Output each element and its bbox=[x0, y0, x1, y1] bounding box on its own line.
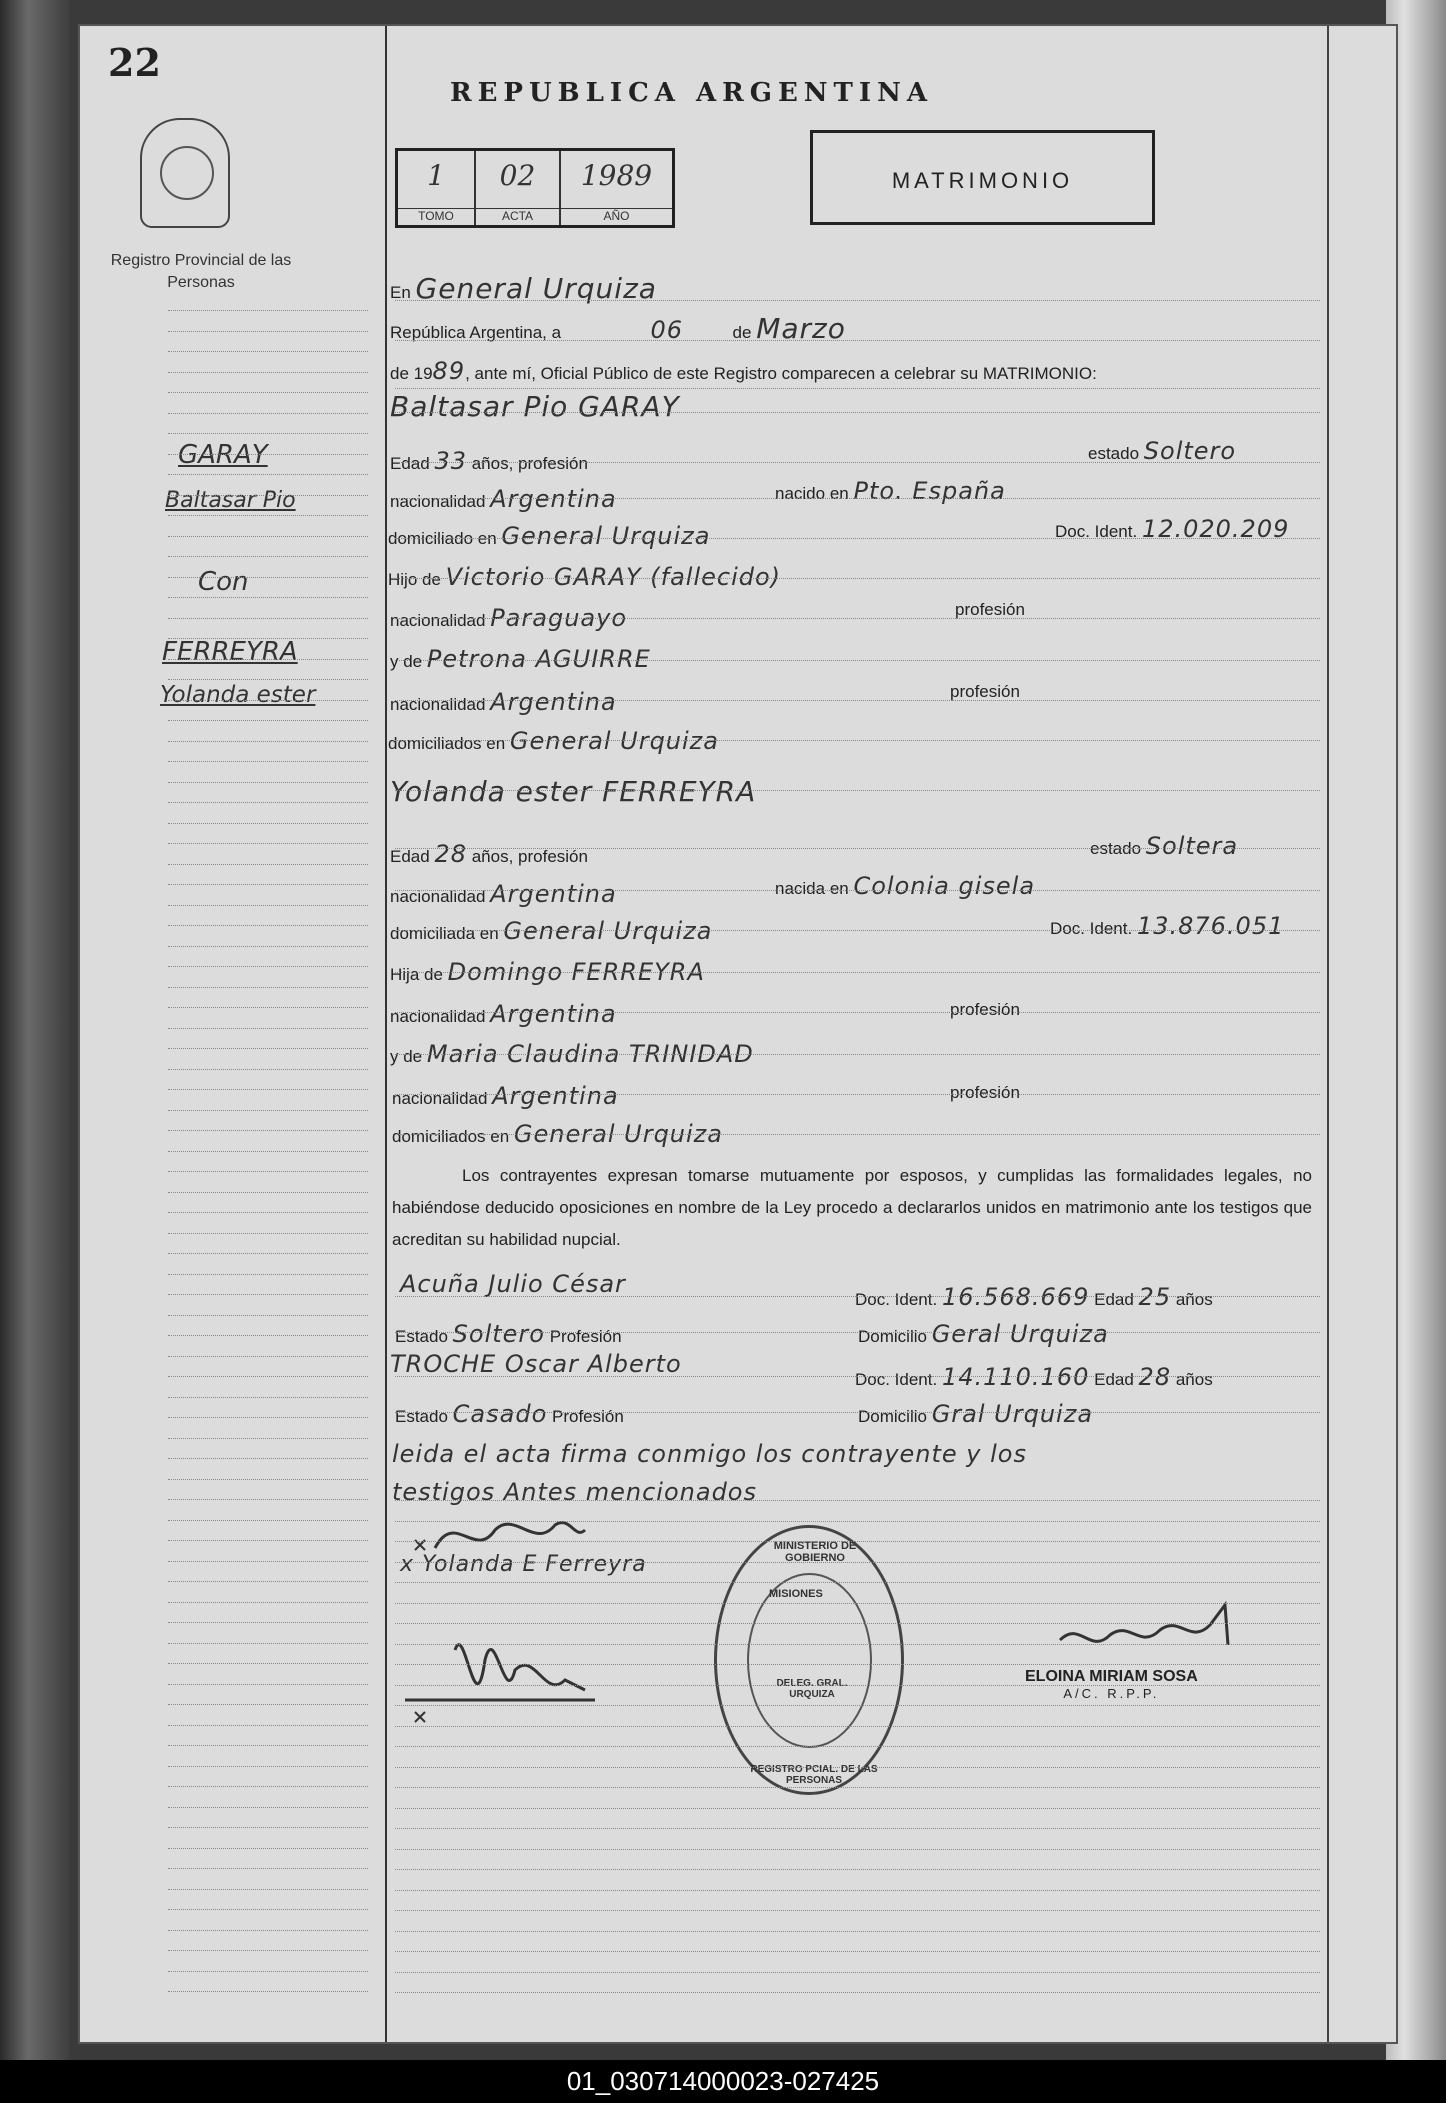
country-header: REPUBLICA ARGENTINA bbox=[450, 78, 934, 108]
row-groom-mother-prof bbox=[950, 682, 1020, 702]
row-groom-nacido bbox=[775, 477, 1006, 505]
form-rule-line bbox=[395, 890, 1320, 891]
form-rule-line bbox=[395, 700, 1320, 701]
province-crest-icon bbox=[140, 118, 230, 228]
day-value: 06 bbox=[650, 316, 684, 344]
margin-rule-line bbox=[168, 1520, 368, 1521]
row-groom-nac bbox=[390, 485, 617, 513]
scan-id-footer: 01_030714000023-027425 bbox=[0, 2060, 1446, 2103]
right-separator bbox=[1327, 26, 1329, 2042]
margin-rule-line bbox=[168, 720, 368, 721]
groom-estado: Soltero bbox=[1143, 437, 1237, 465]
hija-label: Hija de bbox=[390, 965, 443, 984]
main-rule-line bbox=[395, 1787, 1320, 1788]
bride-domicilio: General Urquiza bbox=[503, 917, 713, 945]
main-rule-line bbox=[395, 1828, 1320, 1829]
edad-label: Edad bbox=[390, 454, 430, 473]
margin-rule-line bbox=[168, 351, 368, 352]
de-label: de bbox=[732, 323, 752, 342]
main-rule-line bbox=[395, 1746, 1320, 1747]
main-rule-line bbox=[395, 1500, 1320, 1501]
margin-rule-line bbox=[168, 1868, 368, 1869]
row-bride-nac bbox=[390, 880, 617, 908]
estado-label: Estado bbox=[395, 1327, 448, 1346]
row-witness2-dom bbox=[858, 1400, 1093, 1428]
month-value: Marzo bbox=[756, 312, 846, 345]
groom-age: 33 bbox=[434, 447, 467, 475]
margin-bride-names: Yolanda ester bbox=[160, 682, 316, 708]
margin-groom-surname: GARAY bbox=[178, 440, 268, 470]
main-rule-line bbox=[395, 1726, 1320, 1727]
margin-rule-line bbox=[168, 1315, 368, 1316]
groom-doc: 12.020.209 bbox=[1141, 515, 1290, 543]
margin-rule-line bbox=[168, 392, 368, 393]
margin-rule-line bbox=[168, 1827, 368, 1828]
y-de-label: y de bbox=[390, 1047, 423, 1066]
bride-name: Yolanda ester FERREYRA bbox=[390, 775, 757, 808]
margin-rule-line bbox=[168, 1745, 368, 1746]
official-role: A/C. R.P.P. bbox=[1063, 1686, 1160, 1701]
bride-parents-dom: General Urquiza bbox=[513, 1120, 723, 1148]
anos-label: años bbox=[1175, 1370, 1213, 1389]
margin-rule-line bbox=[168, 1458, 368, 1459]
form-rule-line bbox=[395, 1054, 1320, 1055]
bride-nacida: Colonia gisela bbox=[853, 872, 1036, 900]
margin-rule-line bbox=[168, 1356, 368, 1357]
margin-rule-line bbox=[168, 1007, 368, 1008]
hijo-label: Hijo de bbox=[388, 570, 441, 589]
bride-mother: Maria Claudina TRINIDAD bbox=[426, 1040, 754, 1068]
margin-rule-line bbox=[168, 1130, 368, 1131]
main-rule-line bbox=[395, 1562, 1320, 1563]
row-bride-estado bbox=[1090, 832, 1238, 860]
margin-rule-line bbox=[168, 659, 368, 660]
nacionalidad-label: nacionalidad bbox=[390, 611, 486, 630]
margin-rule-line bbox=[168, 925, 368, 926]
margin-rule-line bbox=[168, 1540, 368, 1541]
doc-label: Doc. Ident. bbox=[1050, 919, 1133, 938]
form-rule-line bbox=[395, 930, 1320, 931]
edad-label: Edad bbox=[1094, 1370, 1134, 1389]
main-rule-line bbox=[395, 1664, 1320, 1665]
witness2-age: 28 bbox=[1138, 1363, 1172, 1391]
doc-label: Doc. Ident. bbox=[855, 1290, 938, 1309]
witness1-name: Acuña Julio César bbox=[400, 1270, 626, 1298]
nacionalidad-label: nacionalidad bbox=[390, 492, 486, 511]
row-witness1-doc bbox=[855, 1283, 1213, 1311]
margin-rule-line bbox=[168, 1704, 368, 1705]
nacido-label: nacido en bbox=[775, 484, 849, 503]
acta-cell bbox=[476, 151, 561, 225]
republica-label: República Argentina, a bbox=[390, 323, 562, 342]
margin-rule-line bbox=[168, 1151, 368, 1152]
margin-con: Con bbox=[198, 567, 249, 597]
edad-label: Edad bbox=[1094, 1290, 1134, 1309]
groom-father: Victorio GARAY (fallecido) bbox=[445, 563, 782, 591]
groom-parents-dom: General Urquiza bbox=[509, 727, 719, 755]
row-bride-dom bbox=[390, 917, 712, 945]
groom-mother-nac: Argentina bbox=[490, 688, 617, 716]
bride-estado: Soltera bbox=[1145, 832, 1239, 860]
margin-rule-line bbox=[168, 1274, 368, 1275]
row-groom-estado bbox=[1088, 437, 1236, 465]
form-rule-line bbox=[395, 498, 1320, 499]
margin-rule-line bbox=[168, 782, 368, 783]
main-rule-line bbox=[395, 1951, 1320, 1952]
margin-rule-line bbox=[168, 1786, 368, 1787]
margin-rule-line bbox=[168, 1643, 368, 1644]
margin-separator bbox=[385, 26, 387, 2042]
form-rule-line bbox=[395, 1332, 1320, 1333]
groom-mother: Petrona AGUIRRE bbox=[426, 645, 651, 673]
row-bride-father-prof bbox=[950, 1000, 1020, 1020]
form-rule-line bbox=[395, 660, 1320, 661]
margin-rule-line bbox=[168, 1335, 368, 1336]
margin-rule-line bbox=[168, 843, 368, 844]
official-stamp-seal bbox=[714, 1525, 904, 1795]
row-year-intro bbox=[390, 357, 1097, 385]
form-rule-line bbox=[395, 340, 1320, 341]
groom-nacido: Pto. España bbox=[853, 477, 1006, 505]
main-rule-line bbox=[395, 1931, 1320, 1932]
margin-groom-names: Baltasar Pio bbox=[165, 488, 296, 513]
profesion-label: profesión bbox=[955, 600, 1025, 619]
form-rule-line bbox=[395, 740, 1320, 741]
margin-rule-line bbox=[168, 433, 368, 434]
margin-rule-line bbox=[168, 1991, 368, 1992]
form-rule-line bbox=[395, 1094, 1320, 1095]
stamp-ministry: MINISTERIO DE GOBIERNO bbox=[773, 1540, 857, 1564]
main-rule-line bbox=[395, 1869, 1320, 1870]
nacionalidad-label: nacionalidad bbox=[392, 1089, 488, 1108]
witness2-doc: 14.110.160 bbox=[941, 1363, 1090, 1391]
anio-cell bbox=[561, 151, 672, 225]
nacionalidad-label: nacionalidad bbox=[390, 887, 486, 906]
bride-father: Domingo FERREYRA bbox=[447, 958, 705, 986]
margin-rule-line bbox=[168, 413, 368, 414]
bride-doc: 13.876.051 bbox=[1136, 912, 1285, 940]
stamp-delegation: DELEG. GRAL. URQUIZA bbox=[776, 1678, 848, 1700]
de19-label: de 19 bbox=[390, 364, 433, 383]
witness1-domicilio: Geral Urquiza bbox=[931, 1320, 1109, 1348]
tomo-label: TOMO bbox=[398, 208, 474, 223]
margin-rule-line bbox=[168, 1438, 368, 1439]
witness2-domicilio: Gral Urquiza bbox=[931, 1400, 1094, 1428]
main-rule-line bbox=[395, 1623, 1320, 1624]
profesion-label: profesión bbox=[950, 1000, 1020, 1019]
closing-line-2: testigos Antes mencionados bbox=[392, 1478, 757, 1506]
margin-rule-line bbox=[168, 1930, 368, 1931]
row-witness2-doc bbox=[855, 1363, 1213, 1391]
row-bride-doc bbox=[1050, 912, 1284, 940]
bride-father-nac: Argentina bbox=[490, 1000, 617, 1028]
witness1-doc: 16.568.669 bbox=[941, 1283, 1090, 1311]
bride-age: 28 bbox=[434, 840, 467, 868]
row-witness1-name bbox=[400, 1270, 626, 1298]
margin-rule-line bbox=[168, 454, 368, 455]
nacionalidad-label: nacionalidad bbox=[390, 1007, 486, 1026]
witness2-name: TROCHE Oscar Alberto bbox=[390, 1350, 682, 1378]
main-rule-line bbox=[395, 1910, 1320, 1911]
doc-label: Doc. Ident. bbox=[855, 1370, 938, 1389]
row-bride-age bbox=[390, 840, 588, 868]
en-label: En bbox=[390, 283, 411, 302]
tomo-acta-anio-box bbox=[395, 148, 675, 228]
margin-rule-line bbox=[168, 987, 368, 988]
estado-label: estado bbox=[1088, 444, 1140, 463]
official-signature-graphic bbox=[1050, 1600, 1250, 1670]
margin-rule-line bbox=[168, 905, 368, 906]
row-witness1-estado bbox=[395, 1320, 622, 1348]
signatures-graphic bbox=[395, 1500, 1015, 1750]
form-rule-line bbox=[395, 388, 1320, 389]
margin-rule-line bbox=[168, 741, 368, 742]
margin-rule-line bbox=[168, 1376, 368, 1377]
intro-text: , ante mí, Oficial Público de este Registro comparecen a celebrar su MATRIMONIO: bbox=[465, 364, 1097, 383]
margin-rule-line bbox=[168, 474, 368, 475]
row-bride-mother-nac bbox=[392, 1082, 619, 1110]
margin-rule-line bbox=[168, 618, 368, 619]
acta-value: 02 bbox=[499, 159, 536, 192]
main-rule-line bbox=[395, 1521, 1320, 1522]
official-name: ELOINA MIRIAM SOSA bbox=[1025, 1668, 1198, 1685]
anio-value: 1989 bbox=[580, 159, 653, 192]
domiciliada-label: domiciliada en bbox=[390, 924, 499, 943]
anos-profesion-label: años, profesión bbox=[471, 454, 588, 473]
signature-3-mark bbox=[415, 1712, 425, 1722]
anio-label: AÑO bbox=[561, 208, 672, 223]
form-rule-line bbox=[395, 1012, 1320, 1013]
profesion-label: profesión bbox=[950, 682, 1020, 701]
margin-rule-line bbox=[168, 1089, 368, 1090]
row-groom-age bbox=[390, 447, 588, 475]
acta-label: ACTA bbox=[476, 208, 559, 223]
margin-rule-line bbox=[168, 1848, 368, 1849]
margin-rule-line bbox=[168, 1192, 368, 1193]
profesion-label: Profesión bbox=[552, 1407, 624, 1426]
stamp-province: MISIONES bbox=[769, 1588, 823, 1600]
margin-rule-line bbox=[168, 1889, 368, 1890]
margin-rule-line bbox=[168, 1950, 368, 1951]
margin-rule-line bbox=[168, 515, 368, 516]
margin-rule-line bbox=[168, 536, 368, 537]
closing-line-1: leida el acta firma conmigo los contrayente y los bbox=[392, 1440, 1027, 1468]
signature-3-stroke bbox=[405, 1645, 595, 1700]
form-rule-line bbox=[395, 972, 1320, 973]
main-rule-line bbox=[395, 1767, 1320, 1768]
year-value: 89 bbox=[432, 357, 466, 385]
profesion-label: Profesión bbox=[549, 1327, 622, 1346]
margin-rule-line bbox=[168, 1294, 368, 1295]
margin-rule-line bbox=[168, 884, 368, 885]
margin-rule-line bbox=[168, 966, 368, 967]
margin-rule-line bbox=[168, 331, 368, 332]
margin-rule-line bbox=[168, 946, 368, 947]
margin-rule-line bbox=[168, 1581, 368, 1582]
anos-profesion-label: años, profesión bbox=[471, 847, 588, 866]
form-rule-line bbox=[395, 412, 1320, 413]
form-rule-line bbox=[395, 618, 1320, 619]
groom-father-nac: Paraguayo bbox=[490, 604, 627, 632]
margin-rule-line bbox=[168, 556, 368, 557]
margin-rule-line bbox=[168, 1909, 368, 1910]
tomo-cell bbox=[398, 151, 476, 225]
row-bride-name bbox=[390, 775, 756, 808]
margin-rule-line bbox=[168, 1663, 368, 1664]
margin-rule-line bbox=[168, 577, 368, 578]
form-rule-line bbox=[395, 538, 1320, 539]
row-bride-father-nac bbox=[390, 1000, 617, 1028]
row-groom-parents-dom bbox=[388, 727, 719, 755]
y-de-label: y de bbox=[390, 652, 423, 671]
form-rule-line bbox=[395, 1296, 1320, 1297]
margin-rule-line bbox=[168, 1766, 368, 1767]
main-rule-line bbox=[395, 1849, 1320, 1850]
margin-rule-line bbox=[168, 310, 368, 311]
anos-label: años bbox=[1175, 1290, 1213, 1309]
estado-label: Estado bbox=[395, 1407, 448, 1426]
form-rule-line bbox=[395, 300, 1320, 301]
record-type-box: MATRIMONIO bbox=[810, 130, 1155, 225]
doc-label: Doc. Ident. bbox=[1055, 522, 1138, 541]
margin-bride-surname: FERREYRA bbox=[162, 637, 298, 667]
domiciliados-label: domiciliados en bbox=[392, 1127, 510, 1146]
margin-rule-line bbox=[168, 1233, 368, 1234]
form-rule-line bbox=[395, 462, 1320, 463]
row-bride-nacida bbox=[775, 872, 1035, 900]
witness1-age: 25 bbox=[1138, 1283, 1172, 1311]
domiciliado-label: domiciliado en bbox=[388, 529, 497, 548]
edad-label: Edad bbox=[390, 847, 430, 866]
main-rule-line bbox=[395, 1808, 1320, 1809]
margin-rule-line bbox=[168, 1602, 368, 1603]
margin-rule-line bbox=[168, 679, 368, 680]
tomo-value: 1 bbox=[427, 159, 445, 192]
form-rule-line bbox=[395, 848, 1320, 849]
margin-rule-line bbox=[168, 700, 368, 701]
margin-rule-line bbox=[168, 372, 368, 373]
margin-rule-line bbox=[168, 1725, 368, 1726]
form-rule-line bbox=[395, 1134, 1320, 1135]
margin-rule-line bbox=[168, 1479, 368, 1480]
form-rule-line bbox=[395, 790, 1320, 791]
main-rule-line bbox=[395, 1890, 1320, 1891]
book-binding bbox=[0, 0, 70, 2060]
margin-rule-line bbox=[168, 1622, 368, 1623]
margin-rule-line bbox=[168, 638, 368, 639]
row-groom-mother bbox=[390, 645, 651, 673]
groom-name: Baltasar Pio GARAY bbox=[390, 390, 680, 423]
row-bride-mother-prof bbox=[950, 1083, 1020, 1103]
registry-label: Registro Provincial de las Personas bbox=[110, 252, 292, 291]
margin-rule-line bbox=[168, 1807, 368, 1808]
main-rule-line bbox=[395, 1541, 1320, 1542]
signature-1-stroke bbox=[435, 1523, 585, 1548]
en-value: General Urquiza bbox=[415, 272, 657, 305]
groom-nacionalidad: Argentina bbox=[490, 485, 617, 513]
main-rule-line bbox=[395, 1992, 1320, 1993]
profesion-label: profesión bbox=[950, 1083, 1020, 1102]
bride-mother-nac: Argentina bbox=[492, 1082, 619, 1110]
estado-label: estado bbox=[1090, 839, 1142, 858]
margin-rule-line bbox=[168, 1069, 368, 1070]
domicilio-label: Domicilio bbox=[858, 1327, 927, 1346]
form-rule-line bbox=[395, 578, 1320, 579]
margin-rule-line bbox=[168, 823, 368, 824]
margin-rule-line bbox=[168, 1048, 368, 1049]
bride-nacionalidad: Argentina bbox=[490, 880, 617, 908]
declaration-paragraph: Los contrayentes expresan tomarse mutuamente por esposos, y cumplidas las formalidades legales, no habiéndose deducido oposiciones en nombre de la Ley procedo a declararlos unidos en matrimonio ante los testigos que acreditan su habilidad nupcial. bbox=[392, 1166, 1312, 1249]
nacida-label: nacida en bbox=[775, 879, 849, 898]
groom-domicilio: General Urquiza bbox=[501, 522, 711, 550]
witness2-estado: Casado bbox=[452, 1400, 548, 1428]
witness1-estado: Soltero bbox=[452, 1320, 545, 1348]
row-witness2-name bbox=[390, 1350, 682, 1378]
margin-rule-line bbox=[168, 1212, 368, 1213]
margin-rule-line bbox=[168, 1110, 368, 1111]
margin-rule-line bbox=[168, 1499, 368, 1500]
margin-rule-line bbox=[168, 1417, 368, 1418]
main-rule-line bbox=[395, 1603, 1320, 1604]
main-rule-line bbox=[395, 1644, 1320, 1645]
main-rule-line bbox=[395, 1972, 1320, 1973]
row-witness2-estado bbox=[395, 1400, 624, 1428]
stamp-registry: REGISTRO PCIAL. DE LAS PERSONAS bbox=[750, 1764, 878, 1786]
margin-rule-line bbox=[168, 1028, 368, 1029]
row-witness1-dom bbox=[858, 1320, 1109, 1348]
page-number: 22 bbox=[108, 40, 161, 85]
margin-rule-line bbox=[168, 761, 368, 762]
main-rule-line bbox=[395, 1685, 1320, 1686]
margin-rule-line bbox=[168, 1253, 368, 1254]
margin-rule-line bbox=[168, 1971, 368, 1972]
form-rule-line bbox=[395, 1376, 1320, 1377]
margin-rule-line bbox=[168, 1684, 368, 1685]
main-rule-line bbox=[395, 1582, 1320, 1583]
nacionalidad-label: nacionalidad bbox=[390, 695, 486, 714]
row-closing-1 bbox=[392, 1440, 1027, 1468]
margin-rule-line bbox=[168, 1397, 368, 1398]
domicilio-label: Domicilio bbox=[858, 1407, 927, 1426]
row-groom-name bbox=[390, 390, 680, 423]
margin-rule-line bbox=[168, 495, 368, 496]
main-rule-line bbox=[395, 1705, 1320, 1706]
margin-rule-line bbox=[168, 1171, 368, 1172]
margin-rule-line bbox=[168, 864, 368, 865]
domiciliados-label: domiciliados en bbox=[388, 734, 506, 753]
signature-2: x Yolanda E Ferreyra bbox=[400, 1552, 647, 1577]
margin-rule-line bbox=[168, 802, 368, 803]
row-groom-father bbox=[388, 563, 781, 591]
margin-rule-line bbox=[168, 1561, 368, 1562]
form-rule-line bbox=[395, 1412, 1320, 1413]
row-groom-father-prof bbox=[955, 600, 1025, 620]
row-groom-dom bbox=[388, 522, 710, 550]
margin-rule-line bbox=[168, 597, 368, 598]
row-groom-mother-nac bbox=[390, 688, 617, 716]
